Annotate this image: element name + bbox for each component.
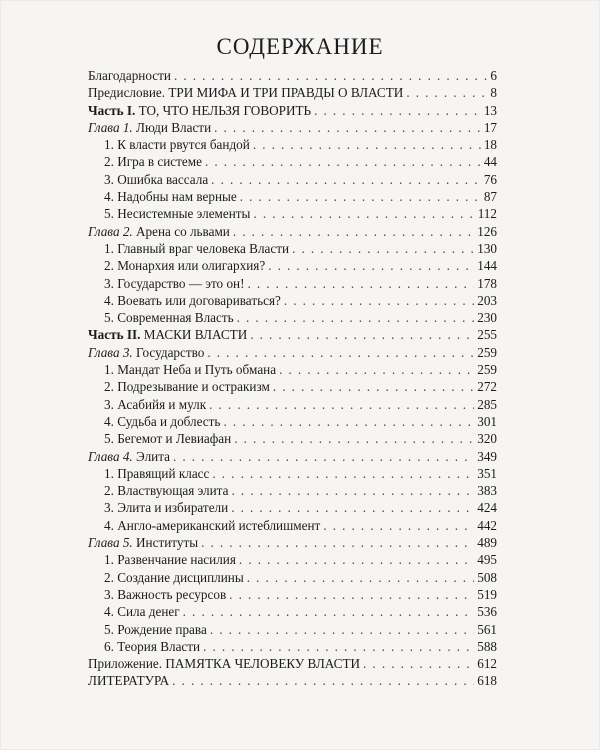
toc-page-number: 13 xyxy=(483,102,497,118)
toc-section xyxy=(88,517,497,534)
toc-page-number: 285 xyxy=(477,396,497,412)
toc-section xyxy=(88,603,497,620)
toc-part-2 xyxy=(88,326,497,343)
toc-page-number: 536 xyxy=(477,604,497,620)
dot-leader xyxy=(207,344,474,361)
dot-leader xyxy=(183,603,475,620)
dot-leader xyxy=(209,396,474,413)
dot-leader xyxy=(273,378,474,395)
toc-page-number: 561 xyxy=(477,621,497,637)
toc-section xyxy=(88,292,497,309)
table-of-contents xyxy=(88,67,497,690)
toc-label: Глава 1. Люди Власти xyxy=(88,119,212,135)
toc-page-number: 126 xyxy=(477,223,497,239)
toc-entry-acknowledgements xyxy=(88,67,497,84)
toc-label: Глава 3. Государство xyxy=(88,344,205,360)
dot-leader xyxy=(174,67,487,84)
toc-section xyxy=(88,551,497,568)
toc-page-number: 76 xyxy=(483,171,497,187)
toc-page-number: 351 xyxy=(477,465,497,481)
dot-leader xyxy=(292,240,474,257)
toc-section xyxy=(88,465,497,482)
toc-section xyxy=(88,309,497,326)
toc-page-number: 112 xyxy=(477,206,497,222)
toc-section xyxy=(88,482,497,499)
dot-leader xyxy=(234,430,474,447)
dot-leader xyxy=(253,136,481,153)
toc-label: 2. Создание дисциплины xyxy=(104,569,244,585)
toc-page-number: 320 xyxy=(477,431,497,447)
toc-entry-preface xyxy=(88,84,497,101)
dot-leader xyxy=(279,361,474,378)
toc-label: 1. Правящий класс xyxy=(104,465,210,481)
toc-section xyxy=(88,205,497,222)
dot-leader xyxy=(229,586,474,603)
toc-label: 6. Теория Власти xyxy=(104,638,201,654)
toc-label: 2. Властвующая элита xyxy=(104,483,229,499)
toc-page-number: 178 xyxy=(477,275,497,291)
toc-section xyxy=(88,586,497,603)
toc-chapter-3 xyxy=(88,344,497,361)
toc-section xyxy=(88,257,497,274)
dot-leader xyxy=(250,326,474,343)
toc-page-number: 349 xyxy=(477,448,497,464)
toc-label: 3. Элита и избиратели xyxy=(104,500,229,516)
toc-page-number: 203 xyxy=(477,292,497,308)
toc-page-number: 144 xyxy=(477,258,497,274)
toc-page-number: 17 xyxy=(483,119,497,135)
dot-leader xyxy=(323,517,474,534)
toc-section xyxy=(88,136,497,153)
toc-page-number: 301 xyxy=(477,413,497,429)
toc-entry-literature xyxy=(88,672,497,689)
dot-leader xyxy=(231,499,474,516)
toc-section xyxy=(88,499,497,516)
toc-chapter-5 xyxy=(88,534,497,551)
toc-page-number: 618 xyxy=(477,673,497,689)
toc-label: Приложение. ПАМЯТКА ЧЕЛОВЕКУ ВЛАСТИ xyxy=(88,656,361,672)
toc-label: ЛИТЕРАТУРА xyxy=(88,673,170,689)
toc-page-number: 612 xyxy=(477,656,497,672)
toc-page-number: 519 xyxy=(477,586,497,602)
toc-label: Глава 5. Институты xyxy=(88,535,199,551)
dot-leader xyxy=(173,448,474,465)
toc-section xyxy=(88,638,497,655)
toc-page-number: 6 xyxy=(490,68,497,83)
toc-page-number: 489 xyxy=(477,535,497,551)
dot-leader xyxy=(233,223,474,240)
toc-label: 4. Сила денег xyxy=(104,604,180,620)
dot-leader xyxy=(210,621,474,638)
toc-label: Глава 4. Элита xyxy=(88,448,170,464)
toc-label: 1. Главный враг человека Власти xyxy=(104,240,290,256)
dot-leader xyxy=(284,292,474,309)
toc-label: 5. Современная Власть xyxy=(104,310,234,326)
dot-leader xyxy=(201,534,474,551)
toc-label: 2. Подрезывание и остракизм xyxy=(104,379,270,395)
toc-page-number: 508 xyxy=(477,569,497,585)
toc-chapter-1 xyxy=(88,119,497,136)
dot-leader xyxy=(237,309,475,326)
toc-page-number: 44 xyxy=(483,154,497,170)
dot-leader xyxy=(314,102,481,119)
toc-part-1 xyxy=(88,102,497,119)
toc-page-number: 259 xyxy=(477,344,497,360)
toc-page-number: 383 xyxy=(477,483,497,499)
page-title: СОДЕРЖАНИЕ xyxy=(216,34,384,59)
toc-label: 4. Надобны нам верные xyxy=(104,189,237,205)
toc-section xyxy=(88,361,497,378)
dot-leader xyxy=(363,655,474,672)
toc-label: 1. Развенчание насилия xyxy=(104,552,236,568)
dot-leader xyxy=(247,569,474,586)
toc-label: 1. Мандат Неба и Путь обмана xyxy=(104,362,277,378)
toc-section xyxy=(88,430,497,447)
toc-page-number: 255 xyxy=(477,327,497,343)
dot-leader xyxy=(214,119,481,136)
toc-page-number: 588 xyxy=(477,638,497,654)
dot-leader xyxy=(212,465,474,482)
toc-label: 5. Рождение права xyxy=(104,621,207,637)
toc-label: Часть II. МАСКИ ВЛАСТИ xyxy=(88,327,248,343)
dot-leader xyxy=(223,413,474,430)
toc-page-number: 230 xyxy=(477,310,497,326)
toc-section xyxy=(88,396,497,413)
toc-section xyxy=(88,188,497,205)
dot-leader xyxy=(247,275,474,292)
toc-page-number: 87 xyxy=(483,189,497,205)
toc-section xyxy=(88,378,497,395)
toc-label: 4. Судьба и доблесть xyxy=(104,413,221,429)
toc-chapter-4 xyxy=(88,448,497,465)
toc-page-number: 424 xyxy=(477,500,497,516)
toc-label: Предисловие. ТРИ МИФА И ТРИ ПРАВДЫ О ВЛАСТИ xyxy=(88,85,404,101)
toc-page-number: 18 xyxy=(483,137,497,153)
toc-page-number: 272 xyxy=(477,379,497,395)
toc-entry-appendix xyxy=(88,655,497,672)
toc-label: Часть I. ТО, ЧТО НЕЛЬЗЯ ГОВОРИТЬ xyxy=(88,102,312,118)
dot-leader xyxy=(211,171,481,188)
toc-page-number: 495 xyxy=(477,552,497,568)
dot-leader xyxy=(406,84,487,101)
toc-chapter-2 xyxy=(88,223,497,240)
dot-leader xyxy=(231,482,474,499)
dot-leader xyxy=(172,672,474,689)
toc-label: 3. Важность ресурсов xyxy=(104,586,227,602)
toc-label: 3. Асабийя и мулк xyxy=(104,396,207,412)
toc-label: Благодарности xyxy=(88,68,171,83)
toc-label: 3. Ошибка вассала xyxy=(104,171,209,187)
dot-leader xyxy=(253,205,474,222)
dot-leader xyxy=(268,257,474,274)
toc-page-number: 130 xyxy=(477,240,497,256)
toc-label: Глава 2. Арена со львами xyxy=(88,223,230,239)
toc-label: 2. Игра в системе xyxy=(104,154,202,170)
toc-label: 5. Несистемные элементы xyxy=(104,206,251,222)
toc-page-number: 259 xyxy=(477,362,497,378)
dot-leader xyxy=(240,188,481,205)
toc-section xyxy=(88,240,497,257)
toc-section xyxy=(88,153,497,170)
toc-label: 5. Бегемот и Левиафан xyxy=(104,431,232,447)
toc-label: 1. К власти рвутся бандой xyxy=(104,137,250,153)
toc-page-number: 8 xyxy=(490,85,497,101)
toc-label: 3. Государство — это он! xyxy=(104,275,245,291)
toc-section xyxy=(88,621,497,638)
toc-section xyxy=(88,275,497,292)
toc-label: 4. Англо-американский истеблишмент xyxy=(104,517,321,533)
toc-label: 2. Монархия или олигархия? xyxy=(104,258,266,274)
toc-section xyxy=(88,569,497,586)
toc-section xyxy=(88,413,497,430)
toc-label: 4. Воевать или договариваться? xyxy=(104,292,281,308)
dot-leader xyxy=(239,551,474,568)
dot-leader xyxy=(205,153,481,170)
dot-leader xyxy=(203,638,474,655)
toc-section xyxy=(88,171,497,188)
toc-page-number: 442 xyxy=(477,517,497,533)
